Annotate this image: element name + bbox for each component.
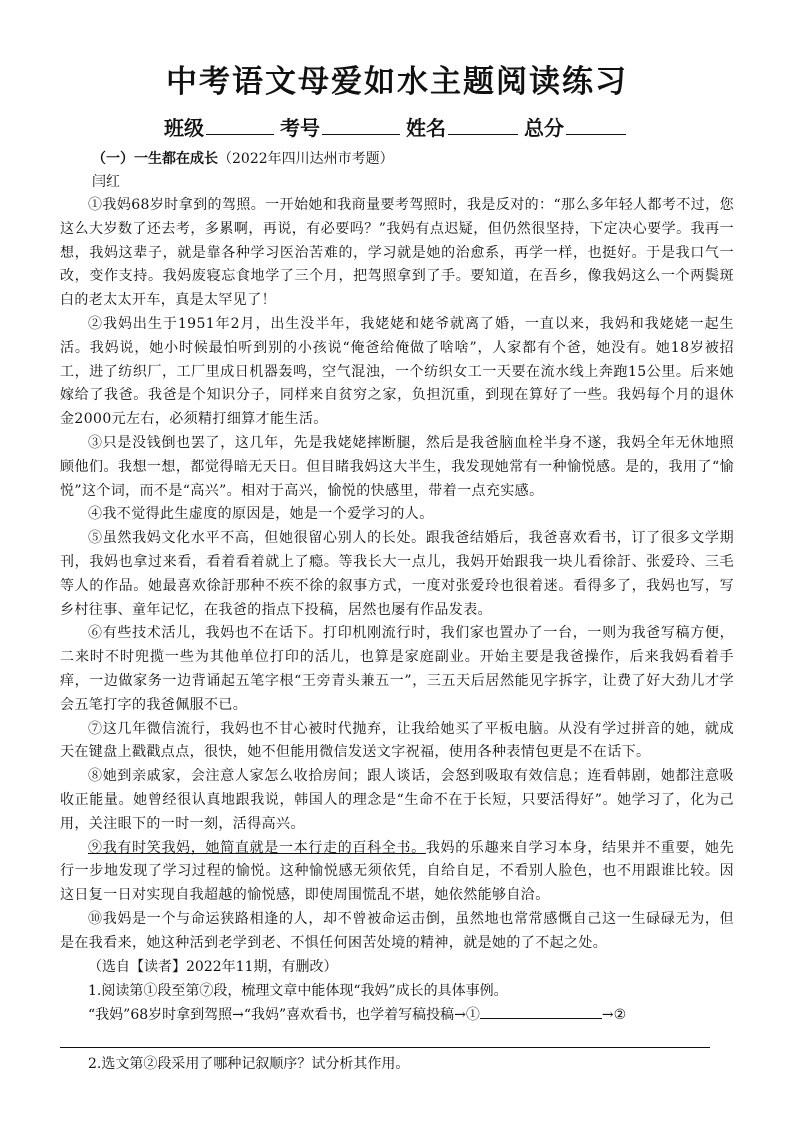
- question-2-prompt: 2.选文第②段采用了哪种记叙顺序？试分析其作用。: [88, 1056, 410, 1073]
- answer-blank-2[interactable]: [60, 1027, 710, 1048]
- question-1-chain: [60, 1003, 734, 1027]
- section-title: 一生都在成长: [134, 151, 218, 167]
- paragraph-1: ①我妈68岁时拿到的驾照。一开始她和我商量要考驾照时，我是反对的：“那么多年轻人都考不过，您这么大岁数了还去考，多累啊，再说，有必要吗？”我妈有点迟疑，但仍然很坚持，下定决心要学。我再一想，我妈这辈子，就是靠各种学习医治苦难的，学习就是她的治愈系，再学一样，也挺好。于是我口气一改，变作支持。我妈废寝忘食地学了三个月，把驾照拿到了手。要知道，在吾乡，像我妈这么一个两鬓斑白的老太太开车，真是太罕见了！: [60, 197, 734, 309]
- source-citation: （选自【读者】2022年11期，有删改）: [88, 958, 338, 975]
- paragraph-9-rest: 我妈的乐趣来自学习本身，结果并不重要，她先行一步地发现了学习过程的愉悦。这种愉悦感无须依凭，自给自足，不看别人脸色，也不用跟谁比较。因这日复一日对实现自我超越的愉悦感，即使周围慌乱不堪，她依然能够自洽。: [60, 839, 734, 904]
- exam-no-label: 考号: [280, 116, 320, 140]
- paragraph-6: ⑥有些技术活儿，我妈也不在话下。打印机刚流行时，我们家也置办了一台，一则为我爸写稿方便，二来时不时兜揽一些为其他单位打印的活儿，也算是家庭副业。开始主要是我爸操作，后来我妈看着手痒，一边做家务一边背诵起五笔字根“王旁青头兼五一”，三五天后居然能见字拆字，让费了好大劲儿才学会五笔打字的我爸佩服不已。: [60, 625, 734, 713]
- paragraph-9-underlined: ⑨我有时笑我妈，她简直就是一本行走的百科全书。: [88, 839, 426, 856]
- paragraph-4: ④我不觉得此生虚度的原因是，她是一个爱学习的人。: [88, 506, 434, 523]
- exam-no-blank[interactable]: [322, 116, 400, 135]
- class-label: 班级: [164, 116, 204, 140]
- student-info-row: [60, 114, 734, 142]
- paragraph-9: [60, 837, 734, 908]
- paragraph-2: ②我妈出生于1951年2月，出生没半年，我姥姥和姥爷就离了婚，一直以来，我妈和我姥姥一起生活。我妈说，她小时候最怕听到别的小孩说“俺爸给俺做了啥啥”，人家都有个爸，她没有。她18岁被招工，进了纺织厂，工厂里成日机器轰鸣，空气混浊，一个纺织女工一天要在流水线上奔跑15公里。后来她嫁给了我爸。我爸是个知识分子，同样来自贫穷之家，负担沉重，到现在算好了一些。我妈每个月的退休金2000元左右，必须精打细算才能生活。: [60, 315, 734, 428]
- paragraph-5: ⑤虽然我妈文化水平不高，但她很留心别人的长处。跟我爸结婚后，我爸喜欢看书，订了很多文学期刊，我妈也拿过来看，看着看着就上了瘾。等我长大一点儿，我妈开始跟我一块儿看徐訏、张爱玲、三毛等人的作品。她最喜欢徐訏那种不疾不徐的叙事方式，一度对张爱玲也很着迷。看得多了，我妈也写，写乡村往事、童年记忆，在我爸的指点下投稿，居然也屡有作品发表。: [60, 530, 734, 618]
- paragraph-3: ③只是没钱倒也罢了，这几年，先是我姥姥摔断腿，然后是我爸脑血栓半身不遂，我妈全年无休地照顾他们。我想一想，都觉得暗无天日。但目睹我妈这大半生，我发现她常有一种愉悦感。是的，我用了“愉悦”这个词，而不是“高兴”。相对于高兴，愉悦的快感里，带着一点充实感。: [60, 434, 734, 499]
- question-1-arrow-2: →②: [601, 1007, 627, 1024]
- question-1-chain-text: “我妈”68岁时拿到驾照→“我妈”喜欢看书，也学着写稿投稿→①: [88, 1007, 480, 1024]
- name-blank[interactable]: [448, 116, 518, 135]
- score-blank[interactable]: [566, 116, 626, 135]
- section-heading: [60, 148, 734, 171]
- paragraph-8: ⑧她到亲戚家，会注意人家怎么收拾房间；跟人谈话，会怒到吸取有效信息；连看韩剧，她都注意吸收正能量。她曾经很认真地跟我说，韩国人的理念是“生命不在于长短，只要活得好”。她学习了，化为己用，关注眼下的一时一刻，活得高兴。: [60, 768, 734, 832]
- page-title: 中考语文母爱如水主题阅读练习: [166, 64, 628, 100]
- score-label: 总分: [524, 116, 564, 140]
- answer-blank-1[interactable]: [480, 1003, 602, 1019]
- name-label: 姓名: [406, 116, 446, 140]
- section-source-note: （2022年四川达州市考题）: [218, 151, 394, 167]
- class-blank[interactable]: [206, 116, 274, 135]
- question-1-prompt: 1.阅读第①段至第⑦段，梳理文章中能体现“我妈”成长的具体事例。: [88, 983, 508, 1000]
- paragraph-7: ⑦这几年微信流行，我妈也不甘心被时代抛弃，让我给她买了平板电脑。从没有学过拼音的她，就成天在键盘上戳戳点点，很快，她不但能用微信发送文字祝福，使用各种表情包更是不在话下。: [60, 720, 734, 761]
- paragraph-10: ⑩我妈是一个与命运狭路相逢的人，却不曾被命运击倒，虽然地也常常感慨自己这一生碌碌无为，但是在我看来，她这种活到老学到老、不惧任何困苦处境的精神，就是她的了不起之处。: [60, 910, 734, 951]
- section-number: （一）: [92, 151, 134, 167]
- author-name: 闫红: [92, 174, 120, 190]
